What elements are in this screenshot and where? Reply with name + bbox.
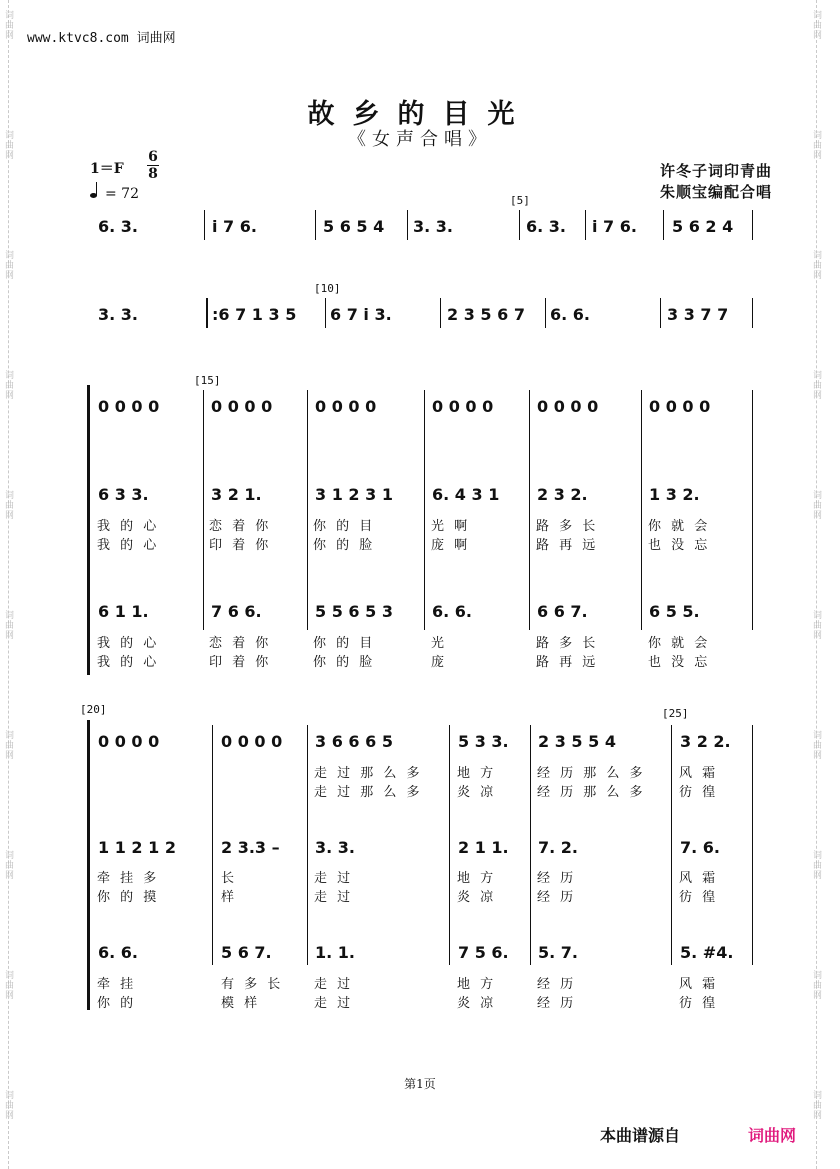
notes-row-2-m2: :6 7 1 3 5 — [212, 305, 297, 324]
lyric-line: 彷 徨 — [679, 890, 719, 905]
voice-1-m26: 3 2 2. — [680, 732, 731, 751]
voice-1-m18: 0 0 0 0 — [432, 397, 494, 416]
voice-2-m15: 6 3 3. — [98, 485, 149, 504]
edge-watermark-text: 词曲网 — [3, 250, 13, 280]
edge-watermark-text: 词曲网 — [3, 610, 13, 640]
edge-watermark-text: 词曲网 — [3, 1090, 13, 1120]
voice-1-m21: 0 0 0 0 — [98, 732, 160, 751]
lyric-line: 走 过 — [314, 890, 354, 905]
barline — [212, 725, 213, 965]
voice-3-m24: 7 5 6. — [458, 943, 509, 962]
meter-bottom: 8 — [148, 166, 158, 182]
notes-row-1-m1: 6. 3. — [98, 217, 138, 236]
edge-watermark-text: 词曲网 — [3, 130, 13, 160]
credit-arranger: 朱顺宝编配合唱 — [660, 183, 773, 201]
edge-watermark-text: 词曲网 — [811, 970, 821, 1000]
time-signature — [147, 150, 159, 181]
voice-3-m21: 6. 6. — [98, 943, 138, 962]
lyric-line: 经 历 — [537, 977, 577, 992]
edge-watermark-text: 词曲网 — [3, 370, 13, 400]
edge-watermark-text: 词曲网 — [811, 1090, 821, 1120]
voice-3-m26: 5. #4. — [680, 943, 734, 962]
credit-lyrics-music: 许冬子词印青曲 — [660, 162, 773, 180]
barline — [752, 725, 753, 965]
song-title: 故乡的目光 — [307, 99, 533, 130]
voice-1-m23: 3 6 6 6 5 — [315, 732, 393, 751]
lyric-line: 恋 着 你 — [209, 519, 272, 534]
lyric-line: 炎 凉 — [457, 996, 497, 1011]
voice-1-m22: 0 0 0 0 — [221, 732, 283, 751]
notes-row-1-m3: 5 6 5 4 — [323, 217, 385, 236]
voice-3-m18: 6. 6. — [432, 602, 472, 621]
voice-2-m21: 1 1 2 1 2 — [98, 838, 176, 857]
repeat-barline — [206, 298, 208, 328]
lyric-line: 光 啊 — [431, 519, 471, 534]
edge-watermark-text: 词曲网 — [811, 250, 821, 280]
voice-2-m19: 2 3 2. — [537, 485, 588, 504]
voice-1-m15: 0 0 0 0 — [98, 397, 160, 416]
lyric-line: 你 的 目 — [313, 636, 376, 651]
lyric-line: 炎 凉 — [457, 890, 497, 905]
voice-2-m18: 6. 4 3 1 — [432, 485, 500, 504]
lyric-line: 风 霜 — [679, 766, 719, 781]
voice-2-m26: 7. 6. — [680, 838, 720, 857]
edge-watermark-text: 词曲网 — [811, 850, 821, 880]
lyric-line: 走 过 — [314, 871, 354, 886]
edge-watermark-text: 词曲网 — [811, 370, 821, 400]
edge-watermark-text: 词曲网 — [3, 10, 13, 40]
barline — [752, 390, 753, 630]
measure-number: [20] — [80, 703, 107, 716]
lyric-line: 经 历 那 么 多 — [537, 785, 646, 800]
voice-3-m19: 6 6 7. — [537, 602, 588, 621]
voice-1-m25: 2 3 5 5 4 — [538, 732, 616, 751]
edge-watermark-text: 词曲网 — [3, 730, 13, 760]
lyric-line: 你 的 脸 — [313, 655, 376, 670]
source-brand-link[interactable]: 词曲网 — [748, 1126, 797, 1145]
voice-3-m16: 7 6 6. — [211, 602, 262, 621]
lyric-line: 也 没 忘 — [648, 655, 711, 670]
lyric-line: 我 的 心 — [97, 655, 160, 670]
lyric-line: 我 的 心 — [97, 538, 160, 553]
notes-row-1-m7: 5 6 2 4 — [672, 217, 734, 236]
edge-watermark-text: 词曲网 — [811, 130, 821, 160]
lyric-line: 恋 着 你 — [209, 636, 272, 651]
lyric-line: 走 过 那 么 多 — [314, 785, 423, 800]
notes-row-2-m1: 3. 3. — [98, 305, 138, 324]
lyric-line: 你 就 会 — [648, 519, 711, 534]
barline — [519, 210, 520, 240]
lyric-line: 经 历 — [537, 890, 577, 905]
barline — [752, 298, 753, 328]
lyric-line: 彷 徨 — [679, 996, 719, 1011]
barline — [325, 298, 326, 328]
lyric-line: 经 历 — [537, 996, 577, 1011]
edge-watermark-text: 词曲网 — [811, 610, 821, 640]
voice-1-m20: 0 0 0 0 — [649, 397, 711, 416]
page-number: 第1页 — [404, 1077, 436, 1091]
edge-watermark-text: 词曲网 — [3, 490, 13, 520]
lyric-line: 印 着 你 — [209, 655, 272, 670]
measure-number: [5] — [510, 194, 530, 207]
song-subtitle: 《女声合唱》 — [348, 129, 492, 150]
edge-watermark-text: 词曲网 — [811, 490, 821, 520]
barline — [204, 210, 205, 240]
lyric-line: 我 的 心 — [97, 519, 160, 534]
lyric-line: 光 — [431, 636, 448, 651]
barline — [407, 210, 408, 240]
lyric-line: 我 的 心 — [97, 636, 160, 651]
lyric-line: 牵 挂 多 — [97, 871, 160, 886]
edge-watermark-text: 词曲网 — [3, 970, 13, 1000]
voice-2-m17: 3 1 2 3 1 — [315, 485, 393, 504]
lyric-line: 长 — [221, 871, 238, 886]
barline — [307, 390, 308, 630]
lyric-line: 路 多 长 — [536, 636, 599, 651]
barline — [660, 298, 661, 328]
barline — [752, 210, 753, 240]
lyric-line: 你 就 会 — [648, 636, 711, 651]
lyric-line: 路 多 长 — [536, 519, 599, 534]
lyric-line: 牵 挂 — [97, 977, 137, 992]
notes-row-2-m4: 2 3 5 6 7 — [447, 305, 525, 324]
voice-3-m25: 5. 7. — [538, 943, 578, 962]
voice-1-m19: 0 0 0 0 — [537, 397, 599, 416]
lyric-line: 模 样 — [221, 996, 261, 1011]
barline — [671, 725, 672, 965]
barline — [585, 210, 586, 240]
lyric-line: 经 历 那 么 多 — [537, 766, 646, 781]
lyric-line: 经 历 — [537, 871, 577, 886]
lyric-line: 路 再 远 — [536, 538, 599, 553]
voice-2-m22: 2 3.3 – — [221, 838, 280, 857]
notes-row-2-m6: 3 3 7 7 — [667, 305, 729, 324]
lyric-line: 印 着 你 — [209, 538, 272, 553]
barline — [424, 390, 425, 630]
lyric-line: 走 过 — [314, 996, 354, 1011]
edge-watermark-text: 词曲网 — [3, 850, 13, 880]
measure-number: [10] — [314, 282, 341, 295]
edge-watermark-text: 词曲网 — [811, 730, 821, 760]
lyric-line: 你 的 — [97, 996, 137, 1011]
voice-2-m20: 1 3 2. — [649, 485, 700, 504]
edge-watermark-text: 词曲网 — [811, 10, 821, 40]
barline — [663, 210, 664, 240]
system-brace — [87, 720, 90, 1010]
voice-1-m16: 0 0 0 0 — [211, 397, 273, 416]
barline — [529, 390, 530, 630]
lyric-line: 你 的 目 — [313, 519, 376, 534]
barline — [545, 298, 546, 328]
quarter-note-icon — [90, 193, 97, 198]
site-header[interactable]: www.ktvc8.com 词曲网 — [27, 31, 176, 46]
voice-3-m22: 5 6 7. — [221, 943, 272, 962]
notes-row-1-m6: i 7 6. — [592, 217, 637, 236]
left-watermark-strip — [3, 0, 23, 1169]
lyric-line: 彷 徨 — [679, 785, 719, 800]
lyric-line: 你 的 摸 — [97, 890, 160, 905]
lyric-line: 风 霜 — [679, 871, 719, 886]
barline — [203, 390, 204, 630]
voice-1-m17: 0 0 0 0 — [315, 397, 377, 416]
lyric-line: 炎 凉 — [457, 785, 497, 800]
voice-3-m23: 1. 1. — [315, 943, 355, 962]
notes-row-2-m3: 6 7 i 3. — [330, 305, 392, 324]
tempo-marking — [90, 186, 139, 202]
voice-3-m17: 5 5 6 5 3 — [315, 602, 393, 621]
voice-2-m16: 3 2 1. — [211, 485, 262, 504]
voice-1-m24: 5 3 3. — [458, 732, 509, 751]
voice-3-m20: 6 5 5. — [649, 602, 700, 621]
notes-row-2-m5: 6. 6. — [550, 305, 590, 324]
notes-row-1-m2: i 7 6. — [212, 217, 257, 236]
voice-2-m24: 2 1 1. — [458, 838, 509, 857]
key-signature: 1＝F — [90, 161, 124, 177]
barline — [307, 725, 308, 965]
system-brace — [87, 385, 90, 675]
lyric-line: 地 方 — [457, 766, 497, 781]
lyric-line: 有 多 长 — [221, 977, 284, 992]
measure-number: [25] — [662, 707, 689, 720]
barline — [315, 210, 316, 240]
measure-number: [15] — [194, 374, 221, 387]
voice-3-m15: 6 1 1. — [98, 602, 149, 621]
barline — [449, 725, 450, 965]
lyric-line: 你 的 脸 — [313, 538, 376, 553]
lyric-line: 走 过 那 么 多 — [314, 766, 423, 781]
voice-2-m25: 7. 2. — [538, 838, 578, 857]
voice-2-m23: 3. 3. — [315, 838, 355, 857]
meter-top: 6 — [148, 149, 158, 165]
lyric-line: 庞 — [431, 655, 448, 670]
lyric-line: 走 过 — [314, 977, 354, 992]
notes-row-1-m4: 3. 3. — [413, 217, 453, 236]
lyric-line: 地 方 — [457, 977, 497, 992]
notes-row-1-m5: 6. 3. — [526, 217, 566, 236]
barline — [530, 725, 531, 965]
lyric-line: 也 没 忘 — [648, 538, 711, 553]
lyric-line: 路 再 远 — [536, 655, 599, 670]
source-label: 本曲谱源自 — [600, 1126, 681, 1145]
lyric-line: 地 方 — [457, 871, 497, 886]
lyric-line: 庞 啊 — [431, 538, 471, 553]
right-watermark-strip — [811, 0, 831, 1169]
lyric-line: 样 — [221, 890, 238, 905]
tempo-value: = 72 — [105, 186, 139, 202]
barline — [440, 298, 441, 328]
barline — [641, 390, 642, 630]
lyric-line: 风 霜 — [679, 977, 719, 992]
